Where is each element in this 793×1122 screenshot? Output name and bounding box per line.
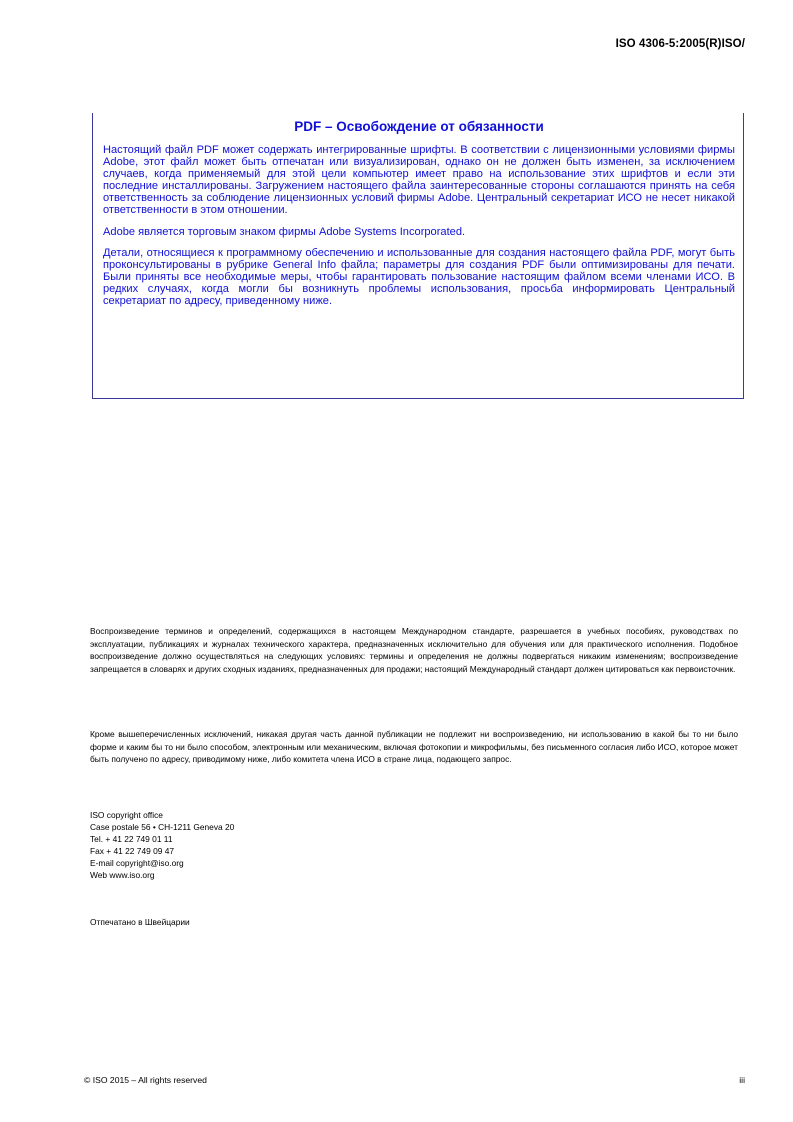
printed-in: Отпечатано в Швейцарии <box>90 917 190 927</box>
office-address: Case postale 56 • CH-1211 Geneva 20 <box>90 822 235 833</box>
restriction-notice: Кроме вышеперечисленных исключений, никакая другая часть данной публикации не подлежит ни воспроизведению, ни использованию в какой бы то ни было форме и каким бы то ни было способом, электронным или механическим, включая фотокопии и микрофильмы, без письменного согласия либо ИСО, которое может быть получено по адресу, приводимому ниже, либо комитета члена ИСО в стране лица, подающего запрос. <box>90 729 738 765</box>
office-tel: Tel. + 41 22 749 01 11 <box>90 834 173 845</box>
disclaimer-title: PDF – Освобождение от обязанности <box>294 119 544 134</box>
office-web: Web www.iso.org <box>90 870 155 881</box>
reproduction-notice: Воспроизведение терминов и определений, содержащихся в настоящем Международном стандарте, разрешается в учебных пособиях, руководствах по эксплуатации, публикациях и журналах технического характера, предназначенных исключительно для обучения или для практического исполнения. Подобное воспроизведение должно осуществляться на следующих условиях: термины и определения не должны подвергаться никаким изменениям; воспроизведение запрещается в словарях и других сходных изданиях, предназначенных для продажи; настоящий Международный стандарт должен цитироваться как первоисточник. <box>90 626 738 674</box>
disclaimer-paragraph-trademark: Adobe является торговым знаком фирмы Adobe Systems Incorporated. <box>103 225 466 238</box>
office-name: ISO copyright office <box>90 810 163 820</box>
document-code: ISO 4306-5:2005(R)ISO/ <box>615 38 745 50</box>
footer-copyright: © ISO 2015 – All rights reserved <box>84 1075 207 1085</box>
office-email: E-mail copyright@iso.org <box>90 858 184 869</box>
pdf-disclaimer-box <box>92 113 744 399</box>
disclaimer-paragraph-details: Детали, относящиеся к программному обеспечению и использованные для создания настоящего файла PDF, могут быть проконсультированы в рубрике General Info файла; параметры для создания PDF были оптимизированы для печати. Были приняты все необходимые меры, чтобы гарантировать пользование настоящим файлом всеми членами ИСО. В редких случаях, когда могли бы возникнуть проблемы использования, просьба информировать Центральный секретариат по адресу, приведенному ниже. <box>103 246 735 308</box>
page-number: iii <box>739 1075 745 1085</box>
copyright-office-contact <box>90 809 234 882</box>
office-fax: Fax + 41 22 749 09 47 <box>90 846 175 857</box>
disclaimer-paragraph-fonts: Настоящий файл PDF может содержать интегрированные шрифты. В соответствии с лицензионными условиями фирмы Adobe, этот файл может быть отпечатан или визуализирован, однако он не должен быть изменен, за исключением случаев, когда применяемый для этой цели компьютер имеет право на использование этих шрифтов и если эти последние инсталлированы. Загружением настоящего файла заинтересованные стороны соглашаются принять на себя ответственность за соблюдение лицензионных условий фирмы Adobe. Центральный секретариат ИСО не несет никакой ответственности в этом отношении. <box>103 144 735 217</box>
